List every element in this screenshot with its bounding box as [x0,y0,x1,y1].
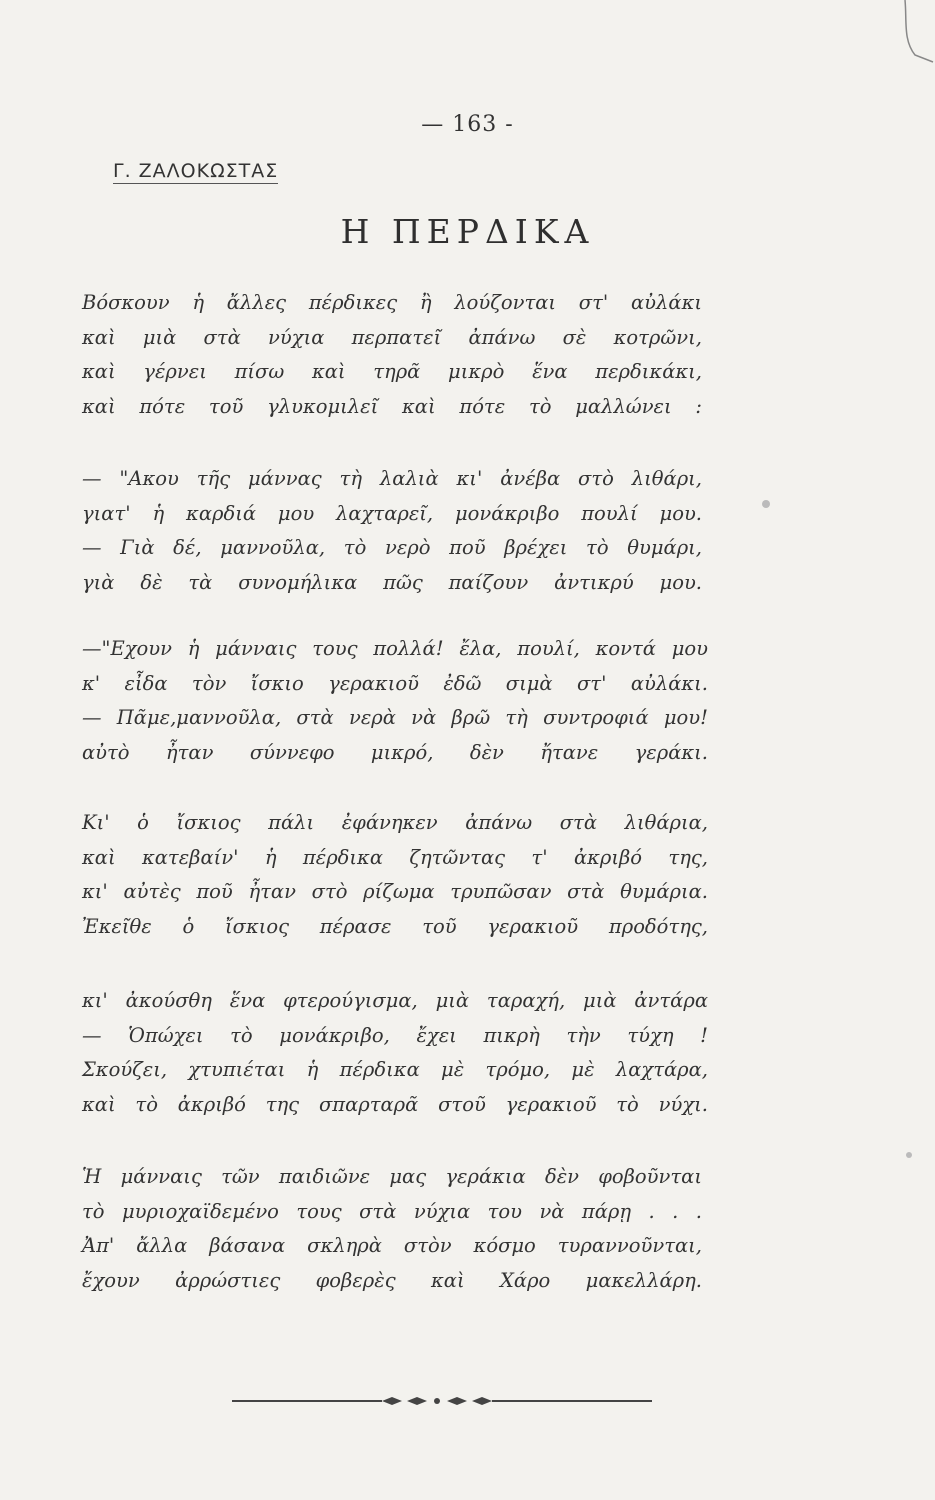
page-edge-mark [885,0,935,70]
poem-line: — Πᾶμε,μαννοῦλα, στὰ νερὰ νὰ βρῶ τὴ συντροφιά μου! [82,706,708,729]
ornamental-divider [232,1396,652,1406]
stanza-1 [82,286,702,424]
poem-line: Ἀπ' ἄλλα βάσανα σκληρὰ στὸν κόσμο τυραννοῦνται, [82,1234,702,1257]
poem-line: κ' εἶδα τὸν ἴσκιο γερακιοῦ ἐδῶ σιμὰ στ' αὐλάκι. [82,671,708,695]
poem-line: Σκούζει, χτυπιέται ἡ πέρδικα μὲ τρόμο, μὲ λαχτάρα, [82,1058,708,1081]
poem-line: κι' αὐτὲς ποῦ ἦταν στὸ ρίζωμα τρυπῶσαν στὰ θυμάρια. [82,880,708,903]
poem-line: — Ὁπώχει τὸ μονάκριβο, ἔχει πικρὴ τὴν τύχη ! [82,1023,708,1047]
page-speck [906,1152,912,1158]
poem-line: — "Ακου τῆς μάννας τὴ λαλιὰ κι' ἀνέβα στὸ λιθάρι, [82,467,702,490]
poem-line: τὸ μυριοχαϊδεμένο τους στὰ νύχια του νὰ πάρῃ . . . [82,1199,702,1223]
poem-line: ἔχουν ἀρρώστιες φοβερὲς καὶ Χάρο μακελλάρη. [82,1268,702,1292]
poem-line: Ἡ μάνναις τῶν παιδιῶνε μας γεράκια δὲν φοβοῦνται [82,1165,702,1188]
stanza-5 [82,984,708,1122]
poem-line: γιὰ δὲ τὰ συνομήλικα πῶς παίζουν ἀντικρύ μου. [82,570,702,594]
page-speck [762,500,770,508]
poem-line: — Γιὰ δέ, μαννοῦλα, τὸ νερὸ ποῦ βρέχει τὸ θυμάρι, [82,536,702,559]
stanza-2 [82,462,702,600]
stanza-4 [82,806,708,944]
poem-line: —"Εχουν ἡ μάνναις τους πολλά! ἔλα, πουλί, κοντά μου [82,637,708,660]
stanza-3 [82,632,708,770]
poem-line: Ἐκεῖθε ὁ ἴσκιος πέρασε τοῦ γερακιοῦ προδότης, [82,914,708,938]
poem-line: Βόσκουν ἡ ἄλλες πέρδικες ἢ λούζονται στ' αὐλάκι [82,291,702,314]
poem-title: Η ΠΕΡΔΙΚΑ [340,212,595,251]
poem-line: καὶ πότε τοῦ γλυκομιλεῖ καὶ πότε τὸ μαλλώνει : [82,394,702,418]
poem-line: γιατ' ἡ καρδιά μου λαχταρεῖ, μονάκριβο πουλί μου. [82,501,702,525]
poem-line: κι' ἀκούσθη ἕνα φτερούγισμα, μιὰ ταραχή, μιὰ ἀντάρα [82,989,708,1012]
poem-line: καὶ γέρνει πίσω καὶ τηρᾶ μικρὸ ἕνα περδικάκι, [82,360,702,383]
poem-line: καὶ κατεβαίν' ἡ πέρδικα ζητῶντας τ' ἀκριβό της, [82,845,708,869]
page-number: — 163 - [421,112,514,137]
poem-line: καὶ τὸ ἀκριβό της σπαρταρᾶ στοῦ γερακιοῦ τὸ νύχι. [82,1092,708,1116]
poem-line: αὐτὸ ἦταν σύννεφο μικρό, δὲν ἤτανε γεράκι. [82,740,708,764]
poem-line: καὶ μιὰ στὰ νύχια περπατεῖ ἀπάνω σὲ κοτρῶνι, [82,325,702,349]
poem-line: Κι' ὁ ἴσκιος πάλι ἐφάνηκεν ἀπάνω στὰ λιθάρια, [82,811,708,834]
author-name: Γ. ΖΑΛΟΚΩΣΤΑΣ [113,160,279,182]
stanza-6 [82,1160,702,1298]
